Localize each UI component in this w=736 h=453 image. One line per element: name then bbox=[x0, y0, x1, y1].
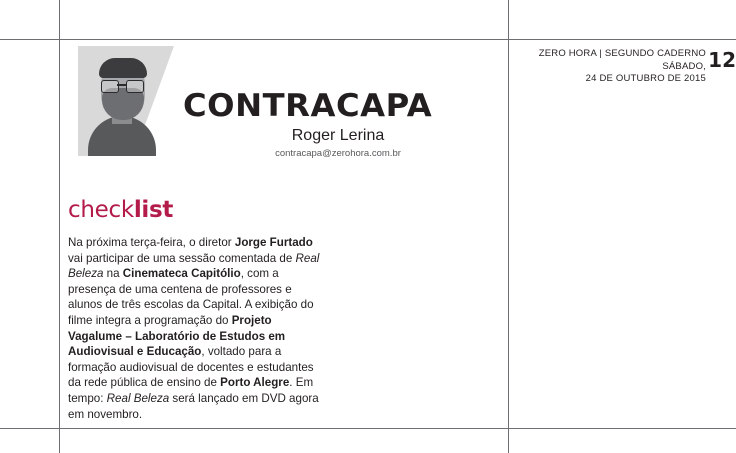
portrait-glasses-bridge bbox=[117, 84, 126, 86]
body-run-1: Jorge Furtado bbox=[234, 236, 313, 249]
publication-weekday: SÁBADO, bbox=[662, 60, 706, 72]
author-email[interactable]: contracapa@zerohora.com.br bbox=[275, 148, 401, 159]
page-rule-left bbox=[59, 0, 60, 453]
portrait-hair bbox=[99, 58, 147, 78]
body-run-9: Porto Alegre bbox=[220, 376, 290, 390]
portrait-glasses-left bbox=[101, 80, 119, 93]
author-name: Roger Lerina bbox=[291, 127, 385, 144]
body-run-2: vai participar de uma sessão comentada de bbox=[68, 251, 296, 265]
page-rule-top bbox=[0, 39, 736, 40]
body-run-8: , voltado para a formação audiovisual de docentes e estudantes da rede pública de ensino de bbox=[68, 345, 314, 390]
body-run-0: Na próxima terça-feira, o diretor bbox=[68, 236, 235, 249]
masthead bbox=[78, 46, 498, 159]
publication-meta bbox=[456, 48, 706, 86]
page-rule-bottom bbox=[0, 428, 736, 429]
body-run-7: Projeto Vagalume – Laboratório de Estudos em Audiovisual e Educação bbox=[68, 313, 286, 359]
checklist-heading bbox=[68, 197, 173, 223]
author-portrait bbox=[78, 46, 174, 156]
body-run-3: Real Beleza bbox=[68, 251, 320, 281]
publication-date: 24 DE OUTUBRO DE 2015 bbox=[585, 73, 706, 84]
publication-name: ZERO HORA | SEGUNDO CADERNO bbox=[538, 48, 706, 59]
checklist-heading-part1: check bbox=[68, 197, 134, 223]
portrait-illustration bbox=[86, 54, 158, 156]
body-run-11: Real Beleza bbox=[106, 391, 170, 405]
body-run-12: será lançado em DVD agora em novembro. bbox=[68, 391, 319, 421]
body-run-4: na bbox=[103, 267, 123, 281]
section-title: CONTRACAPA bbox=[183, 88, 433, 124]
byline bbox=[183, 126, 493, 161]
portrait-glasses-right bbox=[126, 80, 144, 93]
checklist-body bbox=[68, 235, 320, 422]
body-run-10: . Em tempo: bbox=[68, 376, 314, 405]
body-run-6: , com a presença de uma centena de professores e alunos de três escolas da Capital. A exibição do filme integra a programação do bbox=[68, 267, 314, 327]
checklist-heading-part2: list bbox=[133, 197, 174, 223]
page-number: 12 bbox=[708, 48, 736, 72]
body-run-5: Cinemateca Capitólio bbox=[122, 267, 241, 281]
